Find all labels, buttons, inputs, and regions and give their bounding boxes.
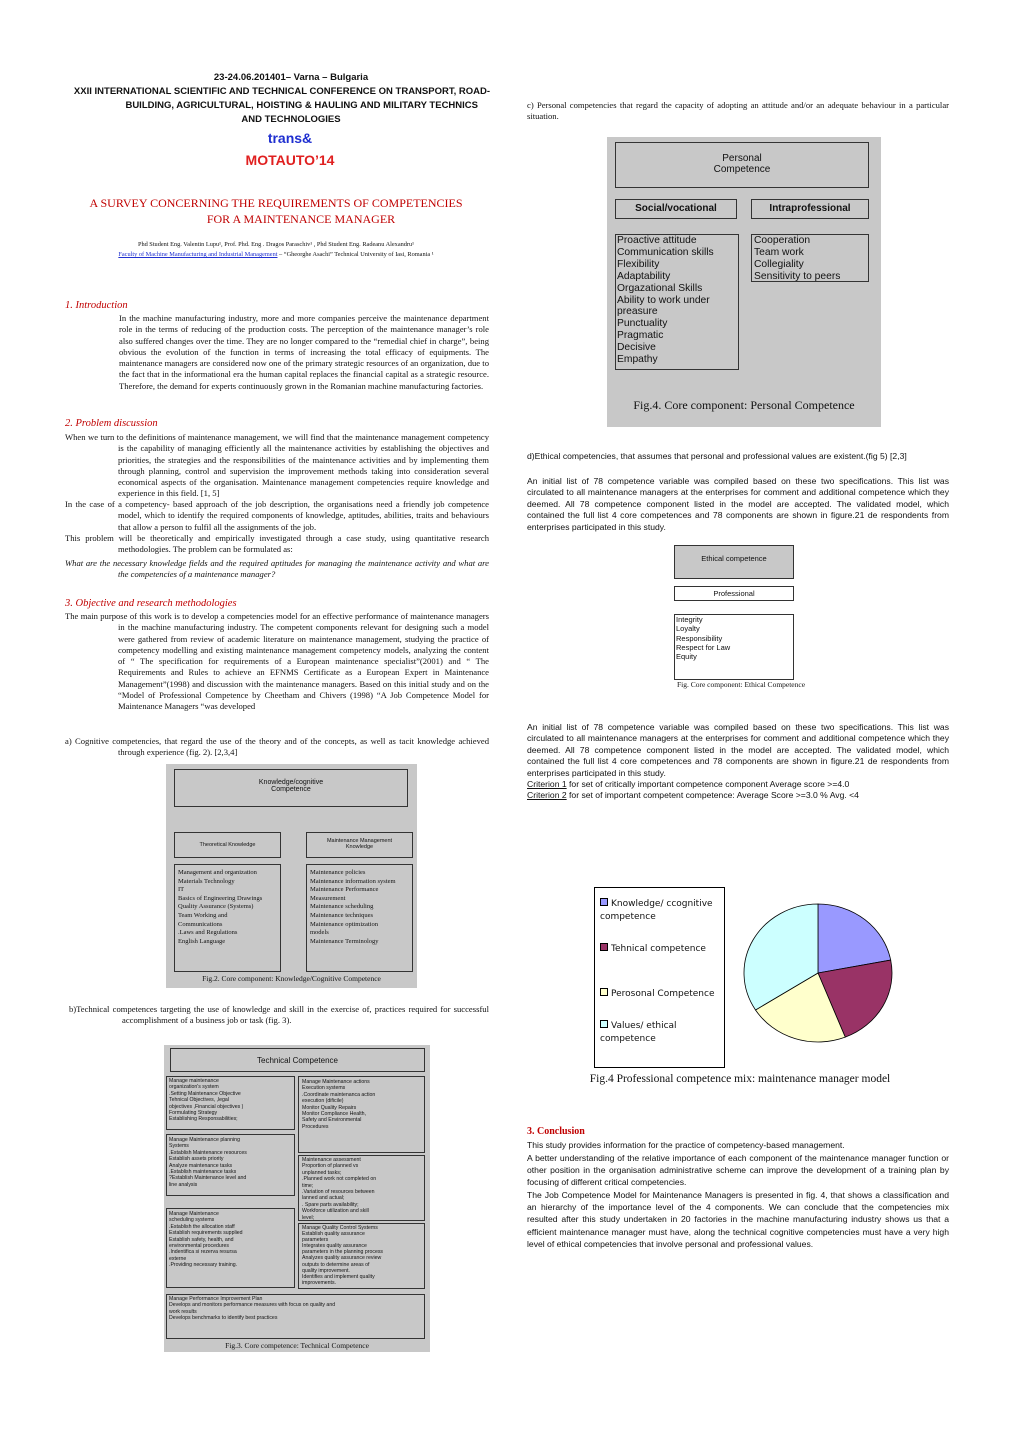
fig3-box-planning: Manage Maintenance planning Systems .Establish Maintenance resources Establish assets priority Analyze maintenance tasks .Establish maintenance tasks ?Establish Maintenance level and line analysis	[166, 1134, 295, 1196]
problem-paragraph-2: In the case of a competency- based approach of the job description, the organisations need a friendly job competence model, which to identify the required components of knowledge, aptitudes, abilities, traits and behaviours that allow a person to fulfil all the assignments of the job.	[65, 499, 489, 532]
pie-chart-caption: Fig.4 Professional competence mix: maintenance manager model	[589, 1073, 891, 1085]
legend-swatch-2	[600, 988, 608, 996]
conference-name-3: AND TECHNOLOGIES	[241, 114, 341, 125]
section-introduction-title: 1. Introduction	[65, 300, 128, 311]
fig2-left-list-item: Basics of Engineering Drawings	[178, 894, 263, 902]
problem-paragraph-3: This problem will be theoretically and empirically investigated through a case study, using quantitative research methodologies. The problem can be formulated as:	[65, 533, 489, 555]
fig2-right-list-item: Maintenance information system	[310, 877, 396, 885]
fig2-left-list-item: English Language	[178, 937, 226, 945]
affiliation	[60, 251, 492, 258]
fig5-caption: Fig. Core component: Ethical Competence	[676, 680, 806, 689]
fig4-right-list	[751, 234, 869, 282]
fig2-left-list-item: Communications	[178, 920, 223, 928]
fig3-box-assessment: Maintenance assessment Proportion of planned vs unplanned tasks; .Planned work not completed on time; .Variation of resources between lanned and actual; . Spare parts availability; Workforce utilization and skill level;	[298, 1155, 425, 1221]
fig4-right-list-item: Team work	[754, 246, 804, 258]
initial-list-paragraph-2: An initial list of 78 competence variable was compiled based on these two specifications. This list was circulated to all maintenance managers at the enterprises for comment and additional competence which they deemed. All 78 competence component listed in the model are accepted. The validated model, which contained the full list 4 core competences and 78 components are shown in figure.21 de respondents from enterprises participated in this study.	[527, 722, 949, 778]
fig2-right-head: Maintenance Management Knowledge	[306, 832, 413, 858]
fig3-box-scheduling: Manage Maintenance scheduling systems .Establish the allocation staff Establish requirements supplied Establish safety, health, and environmental procedures .Indentifica si rezerva resursa externe .Providing necessary training.	[166, 1208, 295, 1288]
initial-list-paragraph-1: An initial list of 78 competence variable was compiled based on these two specifications. This list was circulated to all maintenance managers at the enterprises for comment and additional competence which they deemed. All 78 competence component listed in the model are accepted. The validated model, which contained the full list 4 core competences and 78 components are shown in figure.21 de respondents from enterprises participated in this study.	[527, 476, 949, 532]
fig4-right-list-item: Sensitivity to peers	[754, 270, 841, 282]
fig2-left-list-item: Management and organization	[178, 869, 257, 876]
affiliation-link[interactable]: Faculty of Machine Manufacturing and Industrial Management	[118, 251, 278, 258]
fig2-right-list-item: Maintenance Performance	[310, 886, 379, 894]
conference-date: 23-24.06.201401– Varna – Bulgaria	[213, 72, 369, 83]
technical-text: b)Technical competences targeting the use of knowledge and skill in the exercise of, practices required for successful accomplishment of a business job or task (fig. 3).	[69, 1004, 489, 1026]
legend-label-3: Values/ ethical competence	[600, 1021, 677, 1044]
conference-name-1: XXII INTERNATIONAL SCIENTIFIC AND TECHNICAL CONFERENCE ON TRANSPORT, ROAD-	[73, 86, 490, 97]
fig4-left-list-item: Flexibility	[617, 258, 660, 270]
criterion-2	[527, 790, 949, 801]
fig4-right-head: Intraprofessional	[751, 199, 869, 219]
legend-item-3	[600, 1020, 725, 1045]
fig2-right-list	[306, 864, 413, 972]
fig4-left-list-item: Empathy	[617, 354, 658, 366]
fig4-left-list-item: preasure	[617, 306, 658, 318]
fig2-right-list-item: Maintenance Terminology	[310, 937, 379, 945]
fig3-box-organization: Manage maintenance organization's system .Setting Maintenance Objective Tehnical Objectives, ,legal objectives ,Financial objectives ) Formulating Strategy Establishing Responsabilities;	[166, 1076, 295, 1130]
fig4-caption: Fig.4. Core component: Personal Competence	[633, 398, 855, 412]
fig5-mid-box: Professional	[674, 586, 794, 601]
fig2-left-list-item: Quality Assurance (Systems)	[178, 903, 254, 911]
legend-swatch-1	[600, 943, 608, 951]
fig5-list-item: Responsibility	[676, 633, 723, 643]
chart-legend	[594, 887, 725, 1068]
fig5-top-box: Ethical competence	[674, 545, 794, 579]
fig3-box-actions: Manage Maintenance actions Execution systems .Coordinate maintenanca action execution (dificile) Monitor Quality Repairs Monitor Compliance Health, Safety and Environmental Procedures	[298, 1076, 425, 1153]
introduction-text: In the machine manufacturing industry, more and more companies perceive the maintenance department role in the terms of reducing of the production costs. The perception of the maintenance manager’s role also suffered changes over the time. They are no longer compared to the “remedial chief in charge”, being obvious the evolution of the function in terms of increasing the total efficacy of equipments. The maintenance managers are considered now one of the primary strategic resources of an organization, due to the fact that in the informational era the human capital replaces the financial capital as a strategic resource. Therefore, the demand for experts continuously grown in the Romanian machine manufacturing factories.	[119, 313, 489, 391]
fig2-left-list-item: .Laws and Regulations	[178, 929, 238, 937]
problem-question: What are the necessary knowledge fields and the required aptitudes for managing the maintenance activity and what are the competencies of a maintenance manager?	[65, 558, 489, 580]
fig4-right-list-item: Cooperation	[754, 235, 811, 246]
figure-ethical-competence	[656, 543, 826, 693]
fig4-left-list-item: Communication skills	[617, 246, 714, 258]
fig2-left-list-item: Materials Technology	[178, 877, 235, 885]
fig2-left-list-item: Team Working and	[178, 911, 228, 919]
fig2-left-head: Theoretical Knowledge	[174, 832, 281, 858]
conclusion-paragraph-1: This study provides information for the practice of competency-based management.	[527, 1140, 845, 1150]
paper-title-1: A SURVEY CONCERNING THE REQUIREMENTS OF COMPETENCIES	[89, 196, 463, 210]
fig3-caption: Fig.3. Core competence: Technical Competence	[225, 1341, 369, 1350]
fig2-right-list-item: Measurement	[310, 894, 346, 902]
figure-personal-competence	[607, 137, 881, 427]
section-problem-title: 2. Problem discussion	[65, 418, 158, 429]
fig2-right-list-item: models	[310, 929, 329, 937]
fig2-right-list-item: Maintenance optimization	[310, 920, 379, 928]
fig4-left-list-item: Orgazational Skills	[617, 282, 703, 294]
fig4-left-list-item: Ability to work under	[617, 294, 710, 306]
legend-item-0	[600, 898, 725, 923]
fig5-list	[674, 614, 794, 680]
fig4-top-box: Personal Competence	[615, 142, 869, 188]
logo-motauto: MOTAUTO’14	[245, 152, 335, 168]
conclusion-paragraph-2: A better understanding of the relative importance of each component of the maintenance manager function or other position in the organisation administrative scheme can improve the development of a training plan by focusing of different critical competencies.	[527, 1153, 949, 1188]
fig5-list-item: Integrity	[676, 615, 703, 624]
fig3-box-quality: Manage Quality Control Systems Establish quality assurance parameters Integrates quality assurance parameters in the planning process Analyzes quality assurance review outputs to determine areas of quality improvement. Identifies and implement quality improvements.	[298, 1223, 425, 1289]
fig2-left-list-item: IT	[178, 886, 185, 894]
criterion-1	[527, 779, 949, 790]
fig4-left-list-item: Punctuality	[617, 318, 668, 330]
figure-technical-competence	[164, 1045, 430, 1352]
fig4-left-head: Social/vocational	[615, 199, 737, 219]
pie-chart	[740, 900, 896, 1046]
legend-swatch-0	[600, 898, 608, 906]
authors: Phd Student Eng. Valentin Lupu¹, Prof. Phd. Eng . Dragos Paraschiv¹ , Phd Student Eng. Radeanu Alexandru¹	[137, 241, 415, 248]
legend-label-0: Knowledge/ ccognitive competence	[600, 899, 713, 922]
fig5-list-item: Equity	[676, 652, 697, 662]
fig2-caption: Fig.2. Core component: Knowledge/Cognitive Competence	[202, 974, 381, 983]
section-objective-title: 3. Objective and research methodologies	[65, 598, 237, 609]
paper-title-2: FOR A MAINTENANCE MANAGER	[206, 212, 396, 226]
fig5-list-item: Respect for Law	[676, 642, 731, 652]
criterion-1-link[interactable]: Criterion 1	[527, 779, 567, 789]
objective-text: The main purpose of this work is to develop a competencies model for an effective performance of maintenance managers in the machine manufacturing industry. The competent components relevant for designing such a model were gathered from review of academic literature on maintenance management, studying the practice of competency modelling and existing maintenance management competency models, analyzing the content of “ The specification for requirements of a European maintenance specialist”(2001) and “ The Requirements and Rules to achieve an EFNMS Certificate as a European Expert in Maintenance Management”(1998) and discussion with the maintenance managers. Based on this initial study and on the “Model of Professional Competence by Cheetham and Chivers (1998) “A Job Competence Model for Maintenance Managers “was developed	[65, 611, 489, 712]
fig4-right-list-item: Collegiality	[754, 258, 804, 270]
fig2-right-list-item: Maintenance scheduling	[310, 903, 374, 911]
conclusion-paragraph-3: The Job Competence Model for Maintenance Managers is presented in fig. 4, that shows a classification and an hierarchy of the importance level of the 4 components. We can conclude that the competencies mix resulted after this study undertaken in 20 factories in the machine manufacturing industry shows us that a efficient maintenance manager must have, along the technical cognitive competencies must have a very high level of ethical competencies that involve personal and professional values.	[527, 1190, 949, 1249]
legend-item-1	[600, 943, 725, 956]
fig3-top-box: Technical Competence	[170, 1048, 425, 1072]
logo-trans: trans&	[267, 130, 313, 146]
fig4-left-list-item: Decisive	[617, 342, 656, 354]
personal-text: c) Personal competencies that regard the capacity of adopting an attitude and/or an adequate behaviour in a particular situation.	[527, 100, 949, 122]
affiliation-text: – “Gheorghe Asachi” Technical University of Iasi, Romania ¹	[277, 251, 434, 258]
conference-name-2: BUILDING, AGRICULTURAL, HOISTING & HAULING AND MILITARY TECHNICS	[125, 100, 478, 111]
fig3-box-performance: Manage Performance Improvement Plan Develops and monitors performance measures with focus on quality and work results Develops benchmarks to identify best practices	[166, 1294, 425, 1339]
fig2-right-list-item: Maintenance techniques	[310, 911, 373, 919]
legend-item-2	[600, 988, 725, 1001]
legend-label-2: Perosonal Competence	[611, 989, 715, 999]
fig5-list-item: Loyalty	[676, 624, 700, 634]
criterion-2-link[interactable]: Criterion 2	[527, 790, 567, 800]
criterion-2-text: for set of important competent competence: Average Score >=3.0 % Avg. <4	[566, 790, 859, 800]
cognitive-text: a) Cognitive competencies, that regard the use of the theory and of the concepts, as well as tacit knowledge achieved through experience (fig. 2). [2,3,4]	[65, 736, 489, 758]
fig4-left-list-item: Adaptability	[617, 270, 671, 282]
fig2-left-list	[174, 864, 281, 972]
figure-knowledge-competence	[166, 764, 417, 988]
fig4-left-list-item: Proactive attitude	[617, 235, 697, 246]
fig4-left-list	[615, 234, 739, 370]
legend-label-1: Tehnical competence	[611, 944, 706, 954]
problem-paragraph-1: When we turn to the definitions of maintenance management, we will find that the maintenance management competency is the capability of managing efficiently all the maintenance activities by establishing the objectives and priorities, the strategies and the responsibilities of the maintenance activities and by implementing them through planning, control and supervision the improvement methods taking into consideration several economical aspects of the organisation. Maintenance management competencies require knowledge and experience in this field. [1, 5]	[65, 432, 489, 499]
legend-swatch-3	[600, 1020, 608, 1028]
fig4-left-list-item: Pragmatic	[617, 330, 664, 342]
criterion-1-text: for set of critically important competence component Average score >=4.0	[566, 779, 850, 789]
ethical-text: d)Ethical competencies, that assumes that personal and professional values are existent.(fig 5) [2,3]	[527, 451, 907, 461]
fig2-top-box: Knowledge/cognitive Competence	[174, 769, 408, 807]
section-conclusion-title: 3. Conclusion	[527, 1126, 585, 1137]
fig2-right-list-item: Maintenance policies	[310, 869, 366, 876]
